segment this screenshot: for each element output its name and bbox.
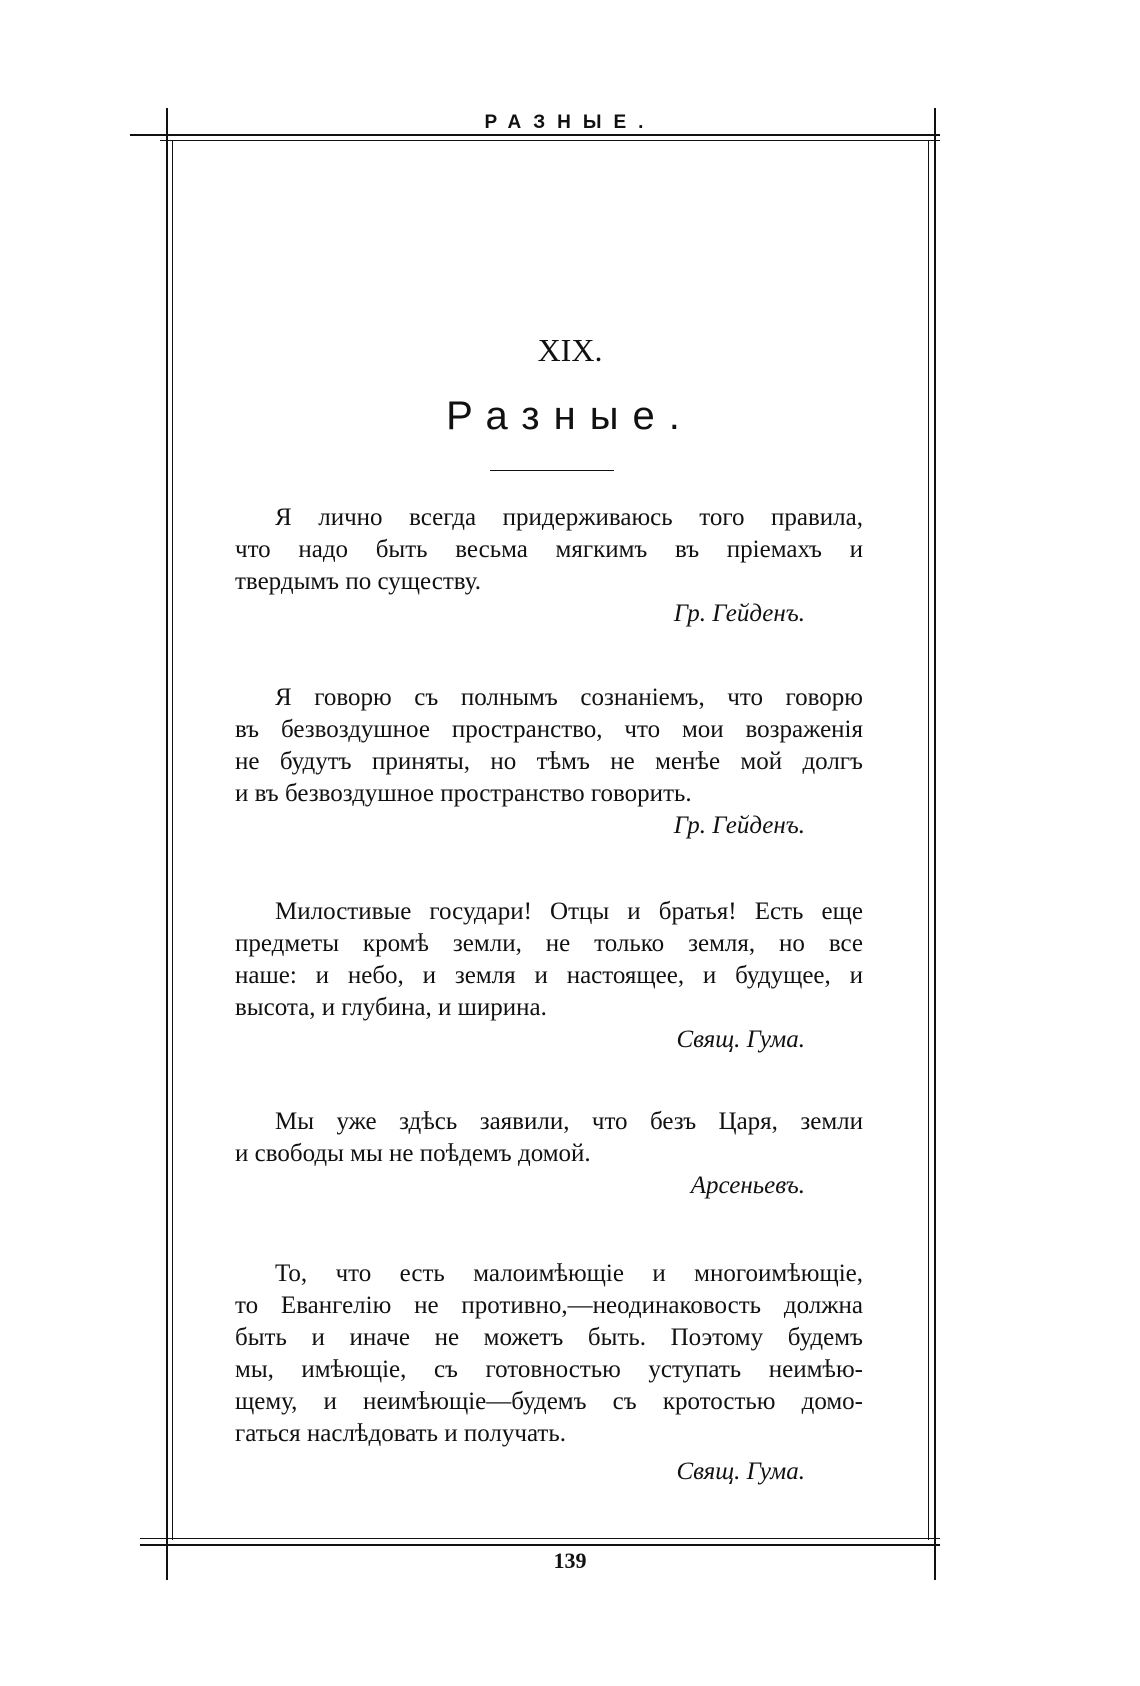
quote-4 [235, 1106, 863, 1202]
title-divider [490, 470, 614, 471]
running-head: РАЗНЫЕ. [484, 112, 656, 133]
bottom-rule-1 [140, 1538, 940, 1539]
quote-author: Гр. Гейденъ. [673, 600, 805, 627]
quote-author: Гр. Гейденъ. [673, 812, 805, 839]
quote-line: въ безвоздушное пространство, что мои возраженія [235, 716, 863, 743]
quote-line: Я лично всегда придерживаюсь того правила, [275, 504, 863, 531]
quote-line: щему, и неимѣющіе—будемъ съ кротостью домо- [235, 1388, 863, 1415]
quote-1 [235, 502, 863, 630]
bottom-rule-2 [140, 1544, 940, 1546]
quote-5 [235, 1258, 863, 1488]
quote-line: и свободы мы не поѣдемъ домой. [235, 1140, 591, 1167]
quote-line: То, что есть малоимѣющіе и многоимѣющіе, [275, 1260, 863, 1287]
quote-line: Мы уже здѣсь заявили, что безъ Царя, земли [275, 1108, 863, 1135]
quote-line: предметы кромѣ земли, не только земля, но все [235, 930, 863, 957]
quote-line: быть и иначе не можетъ быть. Поэтому будемъ [235, 1324, 863, 1351]
right-rule-outer [934, 108, 936, 1580]
quote-3 [235, 896, 863, 1056]
quote-line: высота, и глубина, и ширина. [235, 994, 547, 1021]
quote-line: мы, имѣющіе, съ готовностью уступать неимѣю- [235, 1356, 863, 1383]
quote-line: гаться наслѣдовать и получать. [235, 1420, 566, 1447]
quote-author: Арсеньевъ. [690, 1172, 805, 1199]
quote-line: и въ безвоздушное пространство говорить. [235, 780, 692, 807]
quote-author: Свящ. Гума. [676, 1458, 805, 1485]
quote-line: Милостивые государи! Отцы и братья! Есть еще [275, 898, 863, 925]
page-number: 139 [553, 1548, 587, 1573]
top-rule-2 [160, 140, 940, 141]
chapter-number: XIX. [537, 332, 603, 368]
quote-line: не будутъ приняты, но тѣмъ не менѣе мой долгъ [235, 748, 863, 775]
chapter-title: Разные. [446, 394, 694, 438]
quote-line: что надо быть весьма мягкимъ въ пріемахъ и [235, 536, 863, 563]
quote-2 [235, 682, 863, 842]
quote-line: твердымъ по существу. [235, 568, 481, 595]
quote-line: то Евангелію не противно,—неодинаковость должна [235, 1292, 863, 1319]
top-rule-1 [130, 134, 940, 136]
quote-line: наше: и небо, и земля и настоящее, и будущее, и [235, 962, 863, 989]
quote-author: Свящ. Гума. [676, 1026, 805, 1053]
left-rule-outer [166, 108, 168, 1580]
quote-line: Я говорю съ полнымъ сознаніемъ, что говорю [275, 684, 863, 711]
